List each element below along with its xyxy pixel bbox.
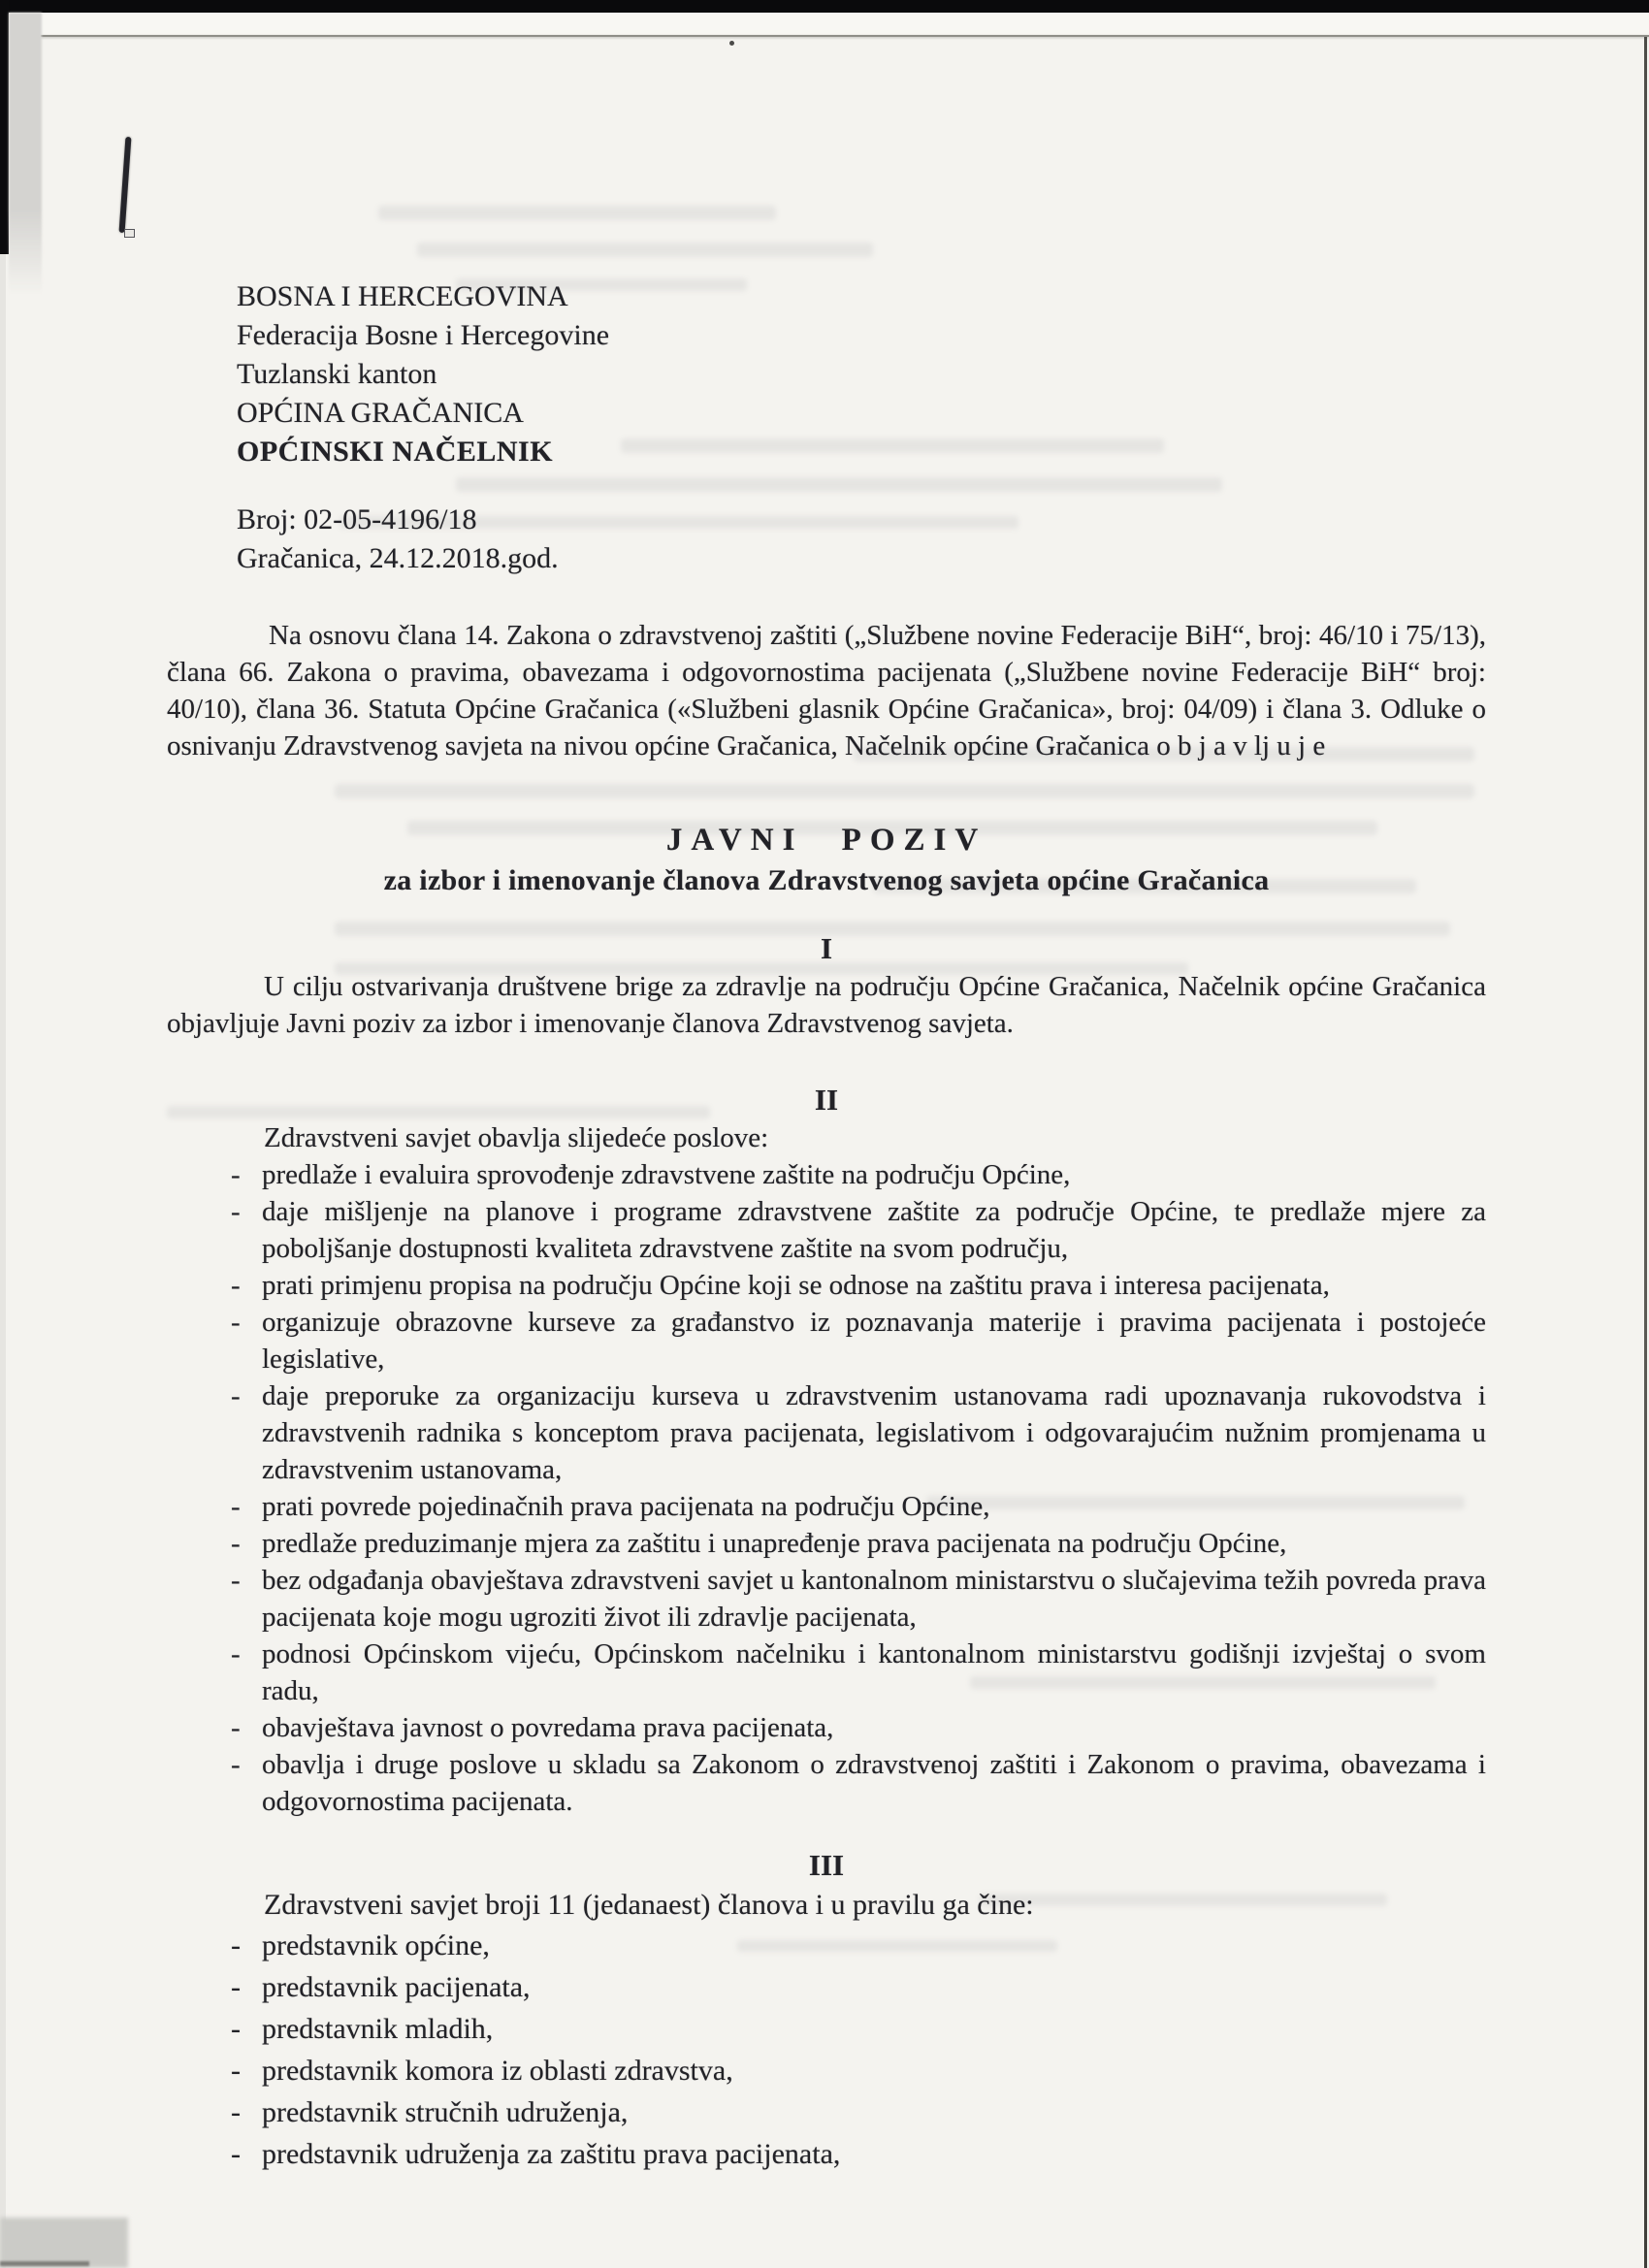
letterhead	[237, 277, 1486, 471]
scan-edge-right-line	[1644, 37, 1647, 2268]
duties-list-item-text: daje preporuke za organizaciju kurseva u zdravstvenim ustanovama radi upoznavanja rukovodstva i zdravstvenih radnika s konceptom prava pacijenata, legislativom i odgovarajućim nužnim promjenama u zdravstvenim ustanovama,	[262, 1380, 1486, 1485]
scan-left-shadow	[9, 13, 42, 294]
document-subtitle: za izbor i imenovanje članova Zdravstvenog savjeta općine Gračanica	[383, 864, 1270, 896]
duties-list-item	[262, 1636, 1486, 1709]
duties-list-item	[262, 1746, 1486, 1820]
duties-list-item	[262, 1193, 1486, 1267]
duties-list-item-text: organizuje obrazovne kurseve za građanstvo iz poznavanja materije i pravima pacijenata i postojeće legislative,	[262, 1307, 1486, 1375]
section-2-numeral: II	[814, 1083, 839, 1117]
members-list-item-text: predstavnik udruženja za zaštitu prava pacijenata,	[262, 2138, 841, 2170]
duties-list-item-text: prati primjenu propisa na području Općine koji se odnose na zaštitu prava i interesa pacijenata,	[262, 1270, 1330, 1301]
members-list-item	[262, 2133, 1486, 2175]
members-list-item	[262, 2008, 1486, 2050]
members-list-item	[262, 1966, 1486, 2008]
members-list-item-text: predstavnik općine,	[262, 1929, 490, 1961]
members-list-item-text: predstavnik mladih,	[262, 2013, 494, 2045]
section-1-numeral: I	[820, 931, 833, 965]
duties-list-item-text: podnosi Općinskom vijeću, Općinskom načelniku i kantonalnom ministarstvu godišnji izvještaj o svom radu,	[262, 1638, 1486, 1706]
scan-edge-left	[0, 0, 9, 254]
duties-list-item	[262, 1377, 1486, 1488]
duties-list-item-text: daje mišljenje na planove i programe zdravstvene zaštite za područje Općine, te predlaže mjere za poboljšanje dostupnosti kvaliteta zdravstvene zaštite na svom području,	[262, 1196, 1486, 1264]
section-2	[167, 1081, 1486, 1820]
scan-left-edge-light	[0, 254, 6, 2268]
duties-list-item	[262, 1488, 1486, 1525]
duties-list	[167, 1156, 1486, 1820]
duties-list-item-text: obavještava javnost o povredama prava pacijenata,	[262, 1712, 834, 1743]
document-title: JAVNI POZIV	[665, 823, 987, 858]
letterhead-canton: Tuzlanski kanton	[237, 358, 437, 390]
letterhead-federation: Federacija Bosne i Hercegovine	[237, 319, 610, 351]
members-list-item-text: predstavnik pacijenata,	[262, 1971, 531, 2003]
duties-list-item	[262, 1267, 1486, 1304]
letterhead-municipality: OPĆINA GRAČANICA	[237, 397, 524, 429]
duties-list-item	[262, 1156, 1486, 1193]
members-list-item	[262, 2050, 1486, 2091]
section-3-lead: Zdravstveni savjet broji 11 (jedanaest) članova i u pravilu ga čine:	[264, 1889, 1034, 1921]
duties-list-item-text: predlaže i evaluira sprovođenje zdravstvene zaštite na području Općine,	[262, 1159, 1071, 1190]
duties-list-item	[262, 1709, 1486, 1746]
members-list-item-text: predstavnik stručnih udruženja,	[262, 2096, 629, 2128]
section-3	[167, 1845, 1486, 2175]
duties-list-item-text: obavlja i druge poslove u skladu sa Zakonom o zdravstvenoj zaštiti i Zakonom o pravima, obavezama i odgovornostima pacijenata.	[262, 1749, 1486, 1817]
scan-corner-line	[0, 2261, 89, 2266]
members-list-item	[262, 1925, 1486, 1966]
preamble-paragraph: Na osnovu člana 14. Zakona o zdravstvenoj zaštiti („Službene novine Federacije BiH“, broj: 46/10 i 75/13), člana 66. Zakona o pravima, obavezama i odgovornostima pacijenata („Službene novine Federacije BiH“ broj: 40/10), člana 36. Statuta Općine Gračanica («Službeni glasnik Općine Gračanica», broj: 04/09) i člana 3. Odluke o osnivanju Zdravstvenog savjeta na nivou općine Gračanica, Načelnik općine Gračanica o b j a v lj u j e	[167, 620, 1486, 761]
document-content	[167, 0, 1486, 2175]
duties-list-item-text: predlaže preduzimanje mjera za zaštitu i unapređenje prava pacijenata na području Općine,	[262, 1528, 1287, 1559]
duties-list-item	[262, 1304, 1486, 1377]
staple-mark-end	[124, 229, 135, 238]
reference-number: Broj: 02-05-4196/18	[237, 503, 477, 535]
section-1-paragraph: U cilju ostvarivanja društvene brige za zdravlje na području Općine Gračanica, Načelnik općine Gračanica objavljuje Javni poziv za izbor i imenovanje članova Zdravstvenog savjeta.	[167, 971, 1486, 1039]
reference-block	[237, 501, 1486, 578]
section-3-numeral: III	[808, 1848, 845, 1882]
duties-list-item	[262, 1562, 1486, 1636]
letterhead-country: BOSNA I HERCEGOVINA	[237, 280, 568, 312]
members-list	[167, 1925, 1486, 2175]
duties-list-item-text: prati povrede pojedinačnih prava pacijenata na području Općine,	[262, 1491, 990, 1522]
staple-mark	[119, 137, 132, 233]
members-list-item	[262, 2091, 1486, 2133]
duties-list-item-text: bez odgađanja obavještava zdravstveni savjet u kantonalnom ministarstvu o slučajevima težih povreda prava pacijenata koje mogu ugroziti život ili zdravlje pacijenata,	[262, 1565, 1486, 1633]
duties-list-item	[262, 1525, 1486, 1562]
place-and-date: Gračanica, 24.12.2018.god.	[237, 542, 559, 574]
letterhead-office: OPĆINSKI NAČELNIK	[237, 436, 554, 468]
section-2-lead: Zdravstveni savjet obavlja slijedeće poslove:	[264, 1122, 769, 1153]
section-1	[167, 929, 1486, 1042]
members-list-item-text: predstavnik komora iz oblasti zdravstva,	[262, 2055, 733, 2087]
